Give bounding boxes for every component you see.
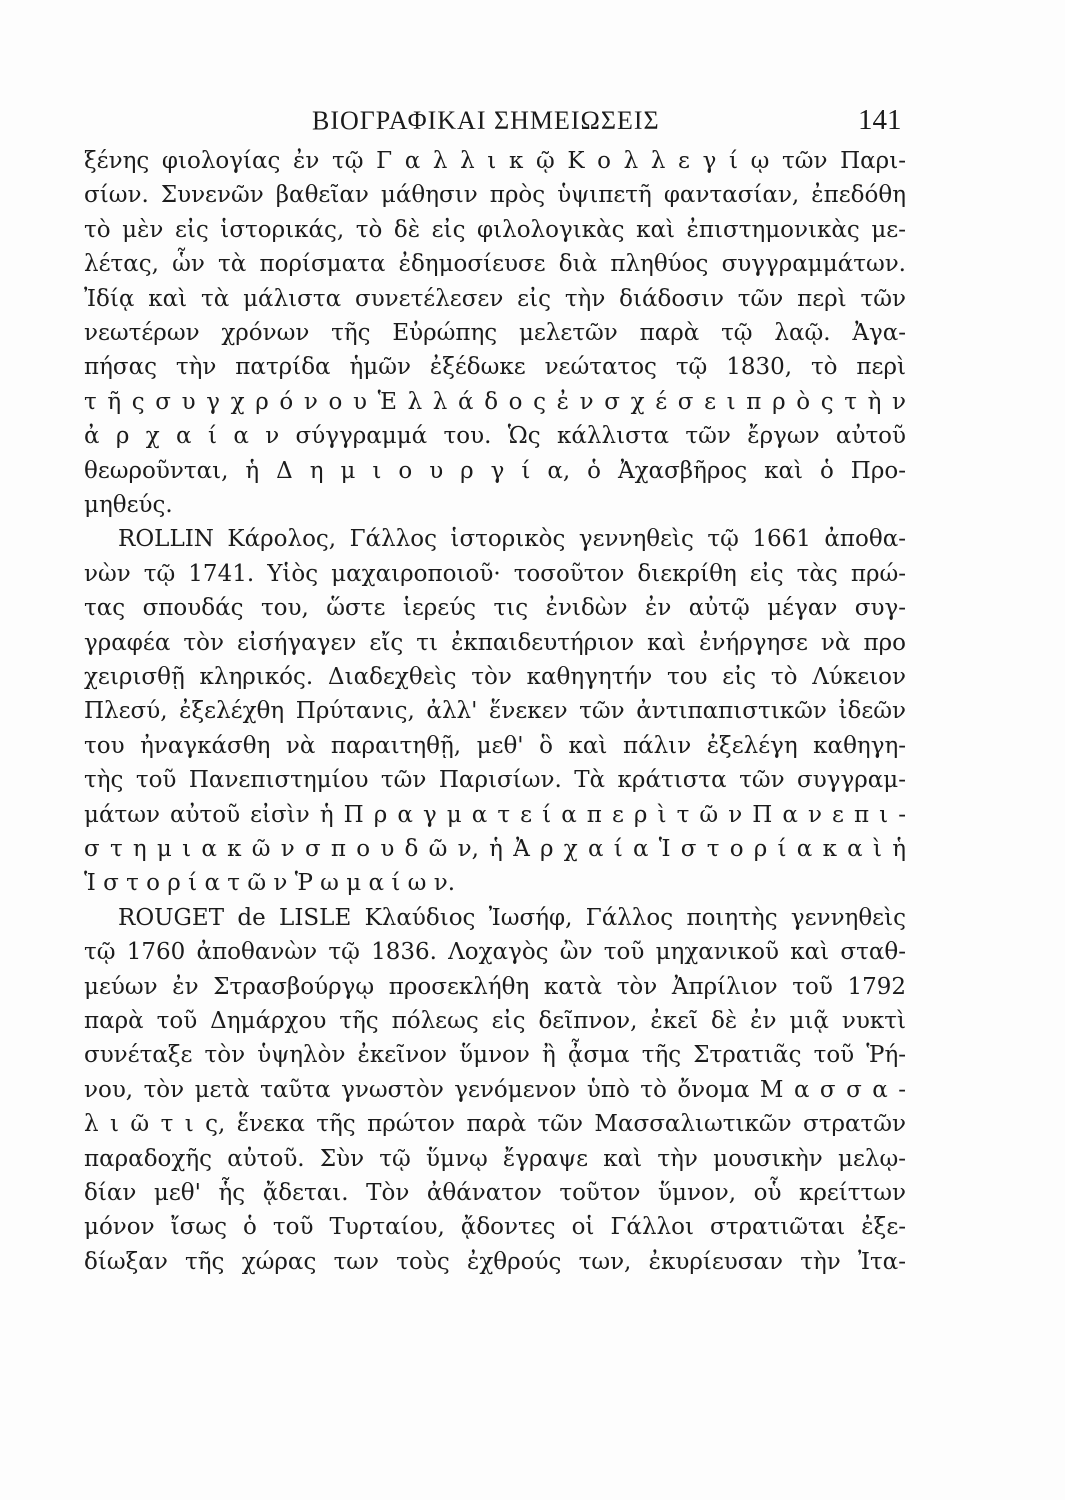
text-line: σ τ η μ ι α κ ῶ ν σ π ο υ δ ῶ ν, ἡ Ἀ ρ χ α ί α Ἱ σ τ ο ρ ί α κ α ὶ ἡ: [84, 836, 906, 862]
text-line: παραδοχῆς αὐτοῦ. Σὺν τῷ ὕμνῳ ἔγραψε καὶ τὴν μουσικὴν μελῳ-: [84, 1145, 906, 1172]
text-line: του ἠναγκάσθη νὰ παραιτηθῇ, μεθ' ὃ καὶ πάλιν ἐξελέγη καθηγη-: [84, 732, 906, 759]
text-line: τ ῆ ς σ υ γ χ ρ ό ν ο υ Ἑ λ λ ά δ ο ς ἐ ν σ χ έ σ ε ι π ρ ὸ ς τ ὴ ν: [84, 388, 906, 415]
bleed-through-text: [300, 88, 820, 108]
running-head: ΒΙΟΓΡΑΦΙΚΑΙ ΣΗΜΕΙΩΣΕΙΣ: [312, 106, 660, 135]
text-line: Πλεσύ, ἐξελέχθη Πρύτανις, ἀλλ' ἕνεκεν τῶν ἀντιπαπιστικῶν ἰδεῶν: [84, 698, 906, 725]
text-line: Ἱ σ τ ο ρ ί α τ ῶ ν Ῥ ω μ α ί ω ν.: [84, 870, 456, 897]
text-line: σίων. Συνενῶν βαθεῖαν μάθησιν πρὸς ὑψιπετῆ φαντασίαν, ἐπεδόθη: [84, 182, 906, 209]
text-line: χειρισθῇ κληρικός. Διαδεχθεὶς τὸν καθηγητήν του εἰς τὸ Λύκειον: [84, 664, 906, 690]
page-number: 141: [858, 104, 902, 136]
text-line: ξένης φιολογίας ἐν τῷ Γ α λ λ ι κ ῷ Κ ο λ λ ε γ ί ῳ τῶν Παρι-: [84, 148, 906, 174]
text-line: πήσας τὴν πατρίδα ἡμῶν ἐξέδωκε νεώτατος τῷ 1830, τὸ περὶ: [84, 354, 906, 381]
text-line: Ἰδίᾳ καὶ τὰ μάλιστα συνετέλεσεν εἰς τὴν διάδοσιν τῶν περὶ τῶν: [84, 285, 906, 312]
text-line: τῷ 1760 ἀποθανὼν τῷ 1836. Λοχαγὸς ὢν τοῦ μηχανικοῦ καὶ σταθ-: [84, 939, 906, 966]
text-line: δίωξαν τῆς χώρας των τοὺς ἐχθρούς των, ἐκυρίευσαν τὴν Ἰτα-: [84, 1248, 906, 1275]
text-line: θεωροῦνται, ἡ Δ η μ ι ο υ ρ γ ί α, ὁ Ἀχασβῆρος καὶ ὁ Προ-: [84, 457, 906, 484]
entry-rouget-heading: ROUGET de LISLE Κλαύδιος Ἰωσήφ, Γάλλος ποιητὴς γεννηθεὶς: [118, 904, 906, 931]
entry-rollin-heading: ROLLIN Κάρολος, Γάλλος ἱστορικὸς γεννηθεὶς τῷ 1661 ἀποθα-: [118, 526, 906, 553]
text-line: νεωτέρων χρόνων τῆς Εὐρώπης μελετῶν παρὰ τῷ λαῷ. Ἀγα-: [84, 320, 906, 346]
text-line: ἀ ρ χ α ί α ν σύγγραμμά του. Ὡς κάλλιστα τῶν ἔργων αὐτοῦ: [84, 423, 906, 450]
text-line: μάτων αὐτοῦ εἰσὶν ἡ Π ρ α γ μ α τ ε ί α π ε ρ ὶ τ ῶ ν Π α ν ε π ι -: [84, 801, 906, 828]
text-line: παρὰ τοῦ Δημάρχου τῆς πόλεως εἰς δεῖπνον, ἐκεῖ δὲ ἐν μιᾷ νυκτὶ: [84, 1008, 906, 1034]
text-line: τὸ μὲν εἰς ἱστορικάς, τὸ δὲ εἰς φιλολογικὰς καὶ ἐπιστημονικὰς με-: [84, 216, 906, 243]
text-line: μόνον ἴσως ὁ τοῦ Τυρταίου, ᾄδοντες οἱ Γάλλοι στρατιῶται ἐξε-: [84, 1214, 906, 1241]
text-line: τας σπουδάς του, ὥστε ἱερεύς τις ἐνιδὼν ἐν αὐτῷ μέγαν συγ-: [84, 595, 906, 622]
text-line: δίαν μεθ' ἧς ᾄδεται. Τὸν ἀθάνατον τοῦτον ὕμνον, οὗ κρείττων: [84, 1180, 906, 1206]
text-line: νου, τὸν μετὰ ταῦτα γνωστὸν γενόμενον ὑπὸ τὸ ὄνομα Μ α σ σ α -: [84, 1076, 906, 1103]
text-line: γραφέα τὸν εἰσήγαγεν εἴς τι ἐκπαιδευτήριον καὶ ἐνήργησε νὰ προ: [84, 629, 906, 656]
text-line: νὼν τῷ 1741. Υἱὸς μαχαιροποιοῦ· τοσοῦτον διεκρίθη εἰς τὰς πρώ-: [84, 560, 906, 587]
text-line: λ ι ῶ τ ι ς, ἕνεκα τῆς πρώτον παρὰ τῶν Μασσαλιωτικῶν στρατῶν: [84, 1111, 906, 1138]
text-line: συνέταξε τὸν ὑψηλὸν ἐκεῖνον ὕμνον ἢ ᾆσμα τῆς Στρατιᾶς τοῦ Ῥή-: [84, 1042, 906, 1069]
text-line: μηθεύς.: [84, 492, 173, 518]
text-line: τὴς τοῦ Πανεπιστημίου τῶν Παρισίων. Τὰ κράτιστα τῶν συγγραμ-: [84, 767, 906, 794]
text-line: μεύων ἐν Στρασβούργῳ προσεκλήθη κατὰ τὸν Ἀπρίλιον τοῦ 1792: [84, 973, 906, 1000]
text-line: λέτας, ὧν τὰ πορίσματα ἐδημοσίευσε διὰ πληθύος συγγραμμάτων.: [84, 251, 906, 278]
